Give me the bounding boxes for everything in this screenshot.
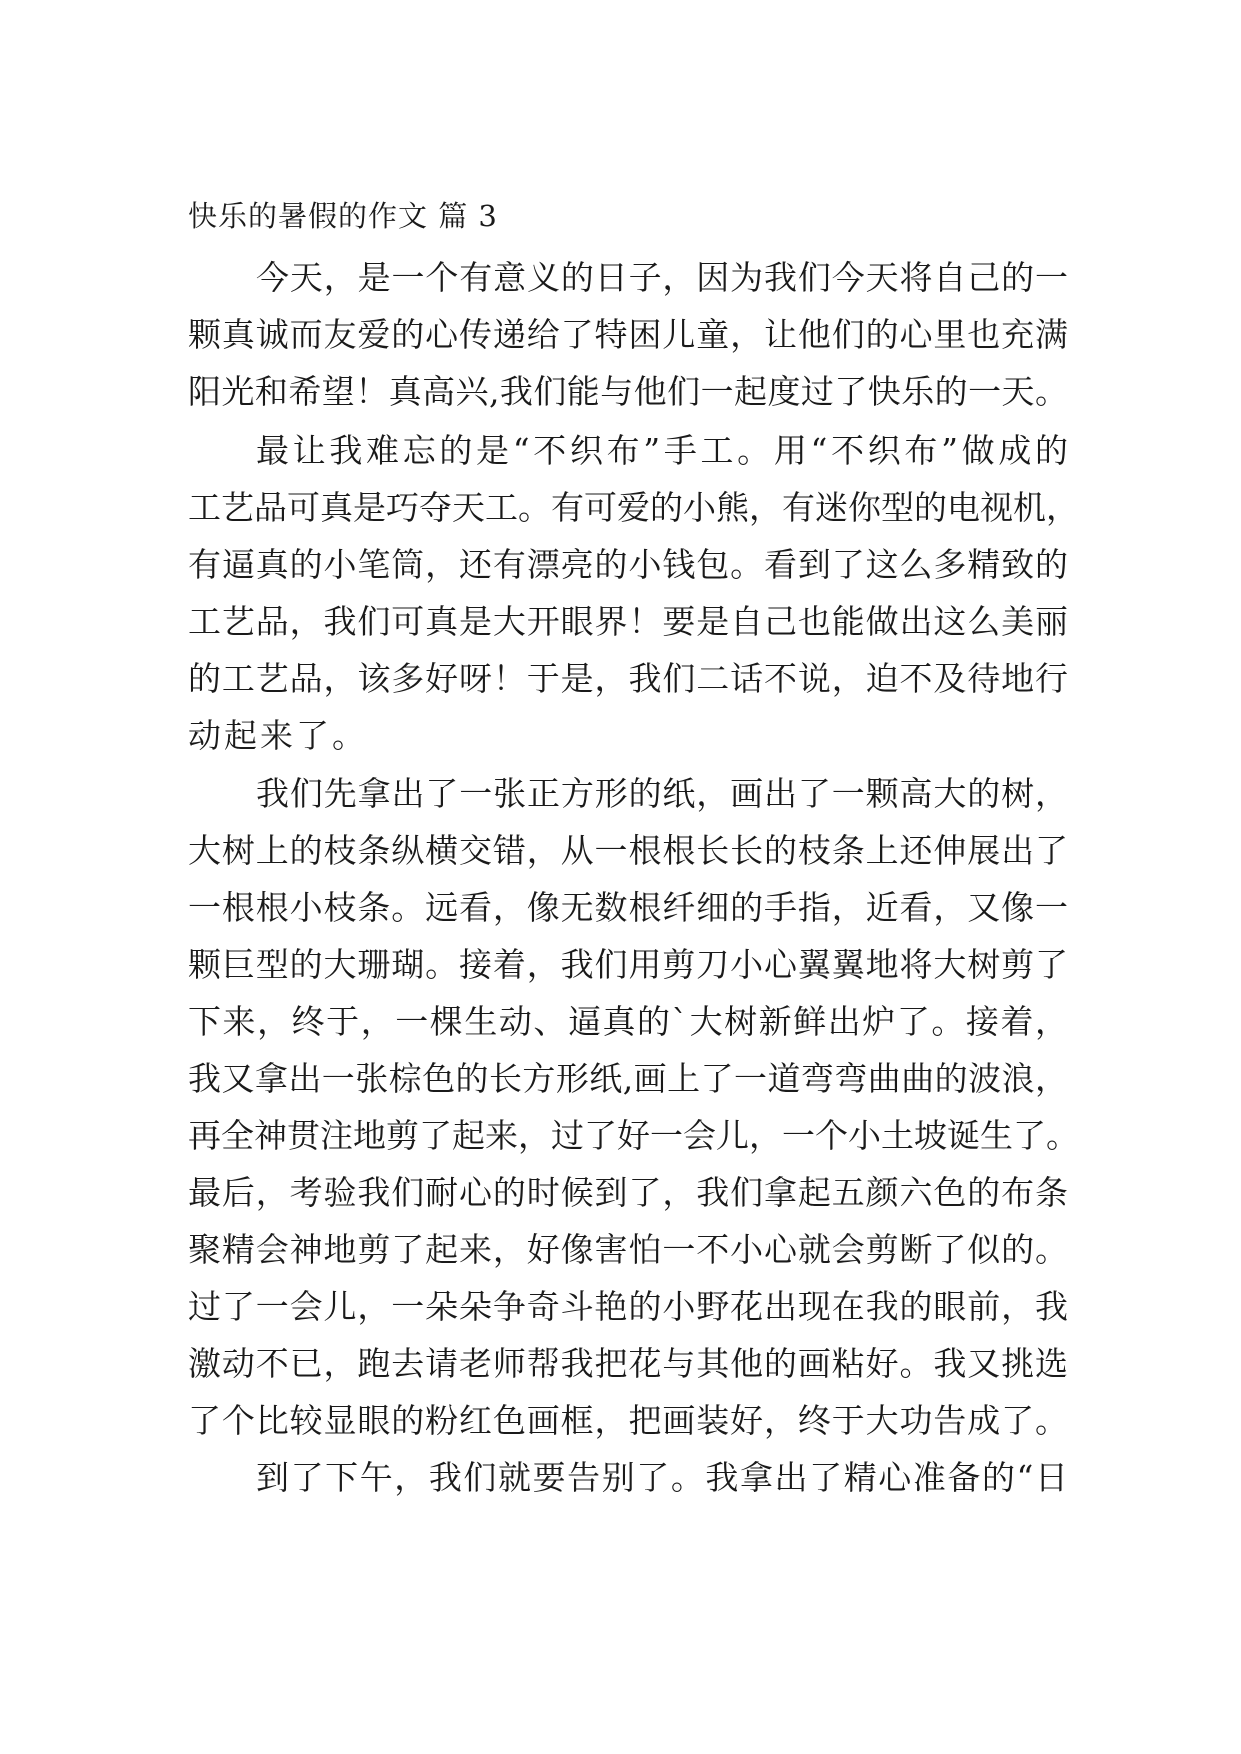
paragraph-1-line-2: 颗真诚而友爱的心传递给了特困儿童，让他们的心里也充满 xyxy=(188,315,1068,354)
paragraph-3-line-1: 我们先拿出了一张正方形的纸，画出了一颗高大的树， xyxy=(256,774,1068,813)
paragraph-2-line-2: 工艺品可真是巧夺天工。有可爱的小熊，有迷你型的电视机， xyxy=(188,488,1079,527)
paragraph-3-line-11: 激动不已，跑去请老师帮我把花与其他的画粘好。我又挑选 xyxy=(188,1344,1068,1383)
paragraph-2-line-3: 有逼真的小笔筒，还有漂亮的小钱包。看到了这么多精致的 xyxy=(188,545,1068,584)
paragraph-2-line-1: 最让我难忘的是“不织布”手工。用“不织布”做成的 xyxy=(256,431,1068,470)
paragraph-3-line-2: 大树上的枝条纵横交错，从一根根长长的枝条上还伸展出了 xyxy=(188,831,1068,870)
paragraph-3-line-3: 一根根小枝条。远看，像无数根纤细的手指，近看，又像一 xyxy=(188,888,1068,927)
paragraph-3-line-6: 我又拿出一张棕色的长方形纸,画上了一道弯弯曲曲的波浪， xyxy=(188,1059,1068,1098)
paragraph-1-line-1: 今天，是一个有意义的日子，因为我们今天将自己的一 xyxy=(256,258,1068,297)
paragraph-3-line-4: 颗巨型的大珊瑚。接着，我们用剪刀小心翼翼地将大树剪了 xyxy=(188,945,1068,984)
paragraph-2-line-5: 的工艺品，该多好呀！于是，我们二话不说，迫不及待地行 xyxy=(188,659,1068,698)
essay-title: 快乐的暑假的作文 篇 3 xyxy=(188,199,498,233)
paragraph-2-line-4: 工艺品，我们可真是大开眼界！要是自己也能做出这么美丽 xyxy=(188,602,1068,641)
paragraph-3-line-7: 再全神贯注地剪了起来，过了好一会儿，一个小土坡诞生了。 xyxy=(188,1116,1079,1155)
paragraph-3-line-5: 下来，终于，一棵生动、逼真的`大树新鲜出炉了。接着， xyxy=(188,1002,1068,1041)
paragraph-3-line-8: 最后，考验我们耐心的时候到了，我们拿起五颜六色的布条 xyxy=(188,1173,1068,1212)
paragraph-2-line-6: 动起来了。 xyxy=(188,716,368,755)
paragraph-1-line-3: 阳光和希望！真高兴,我们能与他们一起度过了快乐的一天。 xyxy=(188,372,1068,411)
paragraph-4-line-1: 到了下午，我们就要告别了。我拿出了精心准备的“日 xyxy=(256,1458,1068,1497)
paragraph-3-line-12: 了个比较显眼的粉红色画框，把画装好，终于大功告成了。 xyxy=(188,1401,1068,1440)
paragraph-3-line-10: 过了一会儿，一朵朵争奇斗艳的小野花出现在我的眼前，我 xyxy=(188,1287,1068,1326)
paragraph-3-line-9: 聚精会神地剪了起来，好像害怕一不小心就会剪断了似的。 xyxy=(188,1230,1068,1269)
